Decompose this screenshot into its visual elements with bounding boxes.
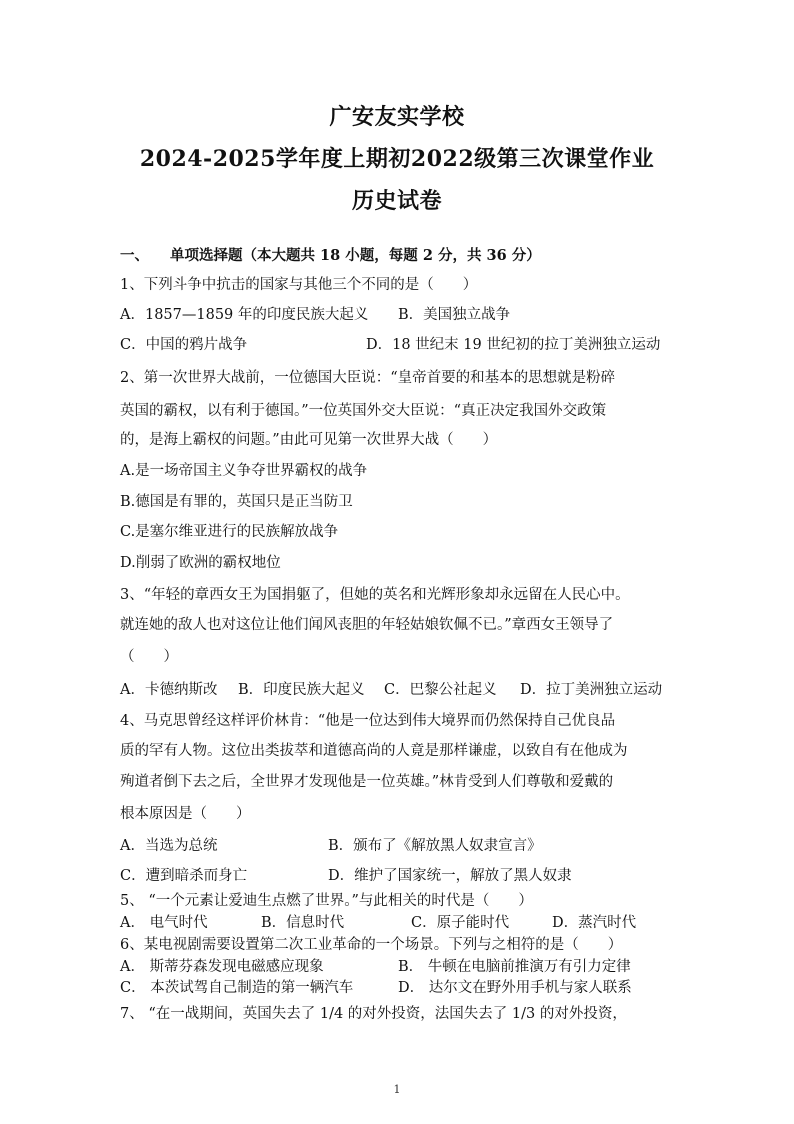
q5-option-c: C．原子能时代 [411,915,510,931]
q6-option-c: C． 本茨试驾自己制造的第一辆汽车 [120,980,354,996]
section-number: 一、 [120,247,149,264]
q4-option-c: C．遭到暗杀而身亡 [120,868,248,884]
question-4-stem-line-2: 质的罕有人物。这位出类拔萃和道德高尚的人竟是那样谦虚，以致自有在他成为 [120,743,628,759]
q3-option-d: D．拉丁美洲独立运动 [520,682,663,698]
exam-title: 2024-2025学年度上期初2022级第三次课堂作业 [139,146,655,172]
q3-option-c: C．巴黎公社起义 [384,682,497,698]
q4-option-b: B．颁布了《解放黑人奴隶宣言》 [328,838,542,854]
question-2-stem-line-2: 英国的霸权，以有利于德国。”一位英国外交大臣说：“真正决定我国外交政策 [120,403,607,419]
question-3-stem-line-3: （ ） [120,649,178,665]
question-5-stem: 5、 “一个元素让爱迪生点燃了世界。”与此相关的时代是（ ） [120,893,533,909]
q5-option-d: D．蒸汽时代 [552,915,637,931]
question-4-stem-line-4: 根本原因是（ ） [120,806,251,822]
q1-option-c: C．中国的鸦片战争 [120,337,248,353]
q2-option-c: C.是塞尔维亚进行的民族解放战争 [120,524,339,540]
school-name: 广安友实学校 [329,104,465,130]
q1-option-a: A．1857—1859 年的印度民族大起义 [120,307,369,323]
q2-option-a: A.是一场帝国主义争夺世界霸权的战争 [120,463,368,479]
question-7-stem: 7、 “在一战期间，英国失去了 1/4 的对外投资，法国失去了 1/3 的对外投资， [120,1006,627,1022]
q6-option-d: D． 达尔文在野外用手机与家人联系 [398,980,632,996]
section-heading [120,244,541,265]
subject-title: 历史试卷 [351,188,442,214]
question-3-stem-line-2: 就连她的敌人也对这位让他们闻风丧胆的年轻姑娘钦佩不已。”章西女王领导了 [120,617,614,633]
question-1-stem: 1、下列斗争中抗击的国家与其他三个不同的是（ ） [120,277,478,293]
q5-option-a: A． 电气时代 [120,915,208,931]
q6-option-b: B． 牛顿在电脑前推演万有引力定律 [398,959,631,975]
q4-option-d: D．维护了国家统一，解放了黑人奴隶 [328,868,572,884]
section-title: 单项选择题（本大题共 18 小题，每题 2 分，共 36 分） [170,247,541,264]
q1-option-d: D．18 世纪末 19 世纪初的拉丁美洲独立运动 [366,337,661,353]
q3-option-b: B．印度民族大起义 [238,682,365,698]
q2-option-d: D.削弱了欧洲的霸权地位 [120,555,281,571]
question-3-stem-line-1: 3、“年轻的章西女王为国捐躯了，但她的英名和光辉形象却永远留在人民心中。 [120,587,630,603]
question-6-stem: 6、某电视剧需要设置第二次工业革命的一个场景。下列与之相符的是（ ） [120,937,623,953]
question-2-stem-line-1: 2、第一次世界大战前，一位德国大臣说：“皇帝首要的和基本的思想就是粉碎 [120,370,616,386]
q6-option-a: A． 斯蒂芬森发现电磁感应现象 [120,959,324,975]
q2-option-b: B.德国是有罪的，英国只是正当防卫 [120,494,353,510]
q4-option-a: A．当选为总统 [120,838,218,854]
q3-option-a: A．卡德纳斯改 [120,682,218,698]
question-4-stem-line-1: 4、马克思曾经这样评价林肯：“他是一位达到伟大境界而仍然保持自己优良品 [120,713,616,729]
question-2-stem-line-3: 的，是海上霸权的问题。”由此可见第一次世界大战（ ） [120,432,498,448]
page-number: 1 [393,1083,401,1096]
question-4-stem-line-3: 殉道者倒下去之后，全世界才发现他是一位英雄。”林肯受到人们尊敬和爱戴的 [120,774,614,790]
q5-option-b: B．信息时代 [261,915,345,931]
q1-option-b: B．美国独立战争 [398,307,511,323]
